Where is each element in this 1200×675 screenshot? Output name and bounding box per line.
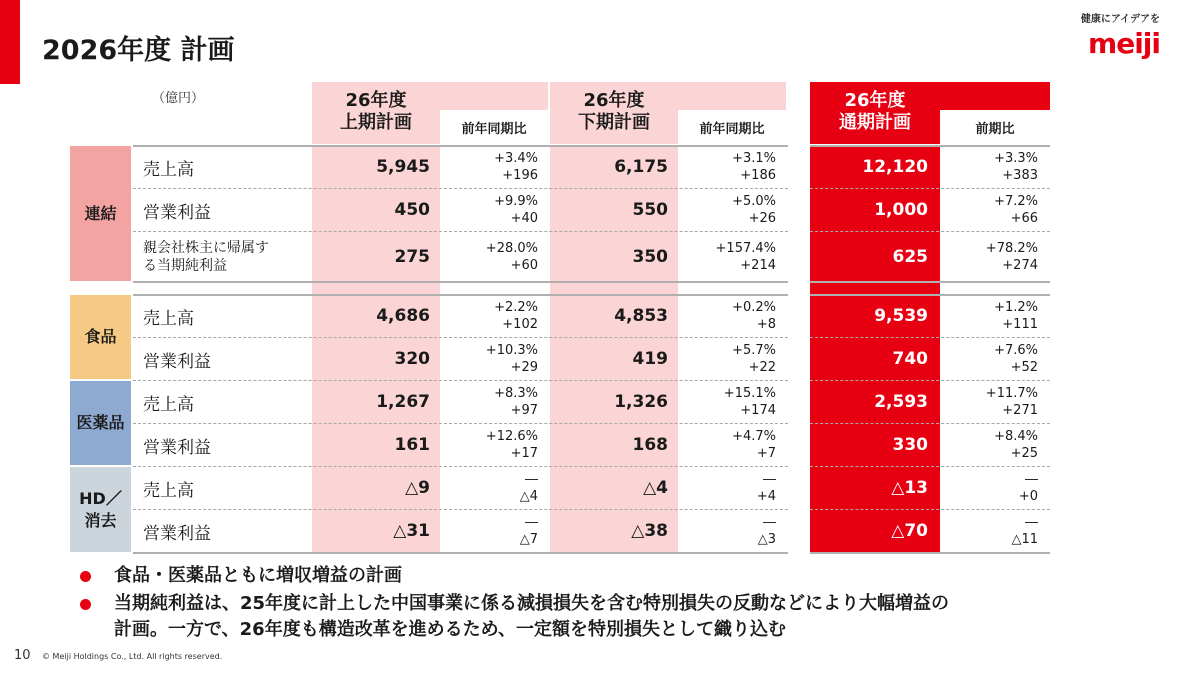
title-accent-bar [0, 0, 20, 84]
consolidated-bottom-rule-fy [810, 281, 1050, 283]
h1-value: 161 [394, 435, 430, 455]
h1-compare: ― △7 [519, 515, 538, 547]
row-label-net-sales: 売上高 [143, 480, 194, 501]
segment-hd-line1: HD／ [79, 488, 122, 508]
h1-compare: +12.6% +17 [485, 429, 538, 461]
row-label-operating-profit: 営業利益 [143, 437, 211, 458]
row-label-net-sales: 売上高 [143, 159, 194, 180]
h2-compare: ― △3 [757, 515, 776, 547]
h2-compare: +5.7% +22 [732, 343, 776, 375]
bullet-item: 食品・医薬品ともに増収増益の計画 [80, 563, 1170, 589]
h1-compare: ― △4 [519, 472, 538, 504]
fy-compare: +7.2% +66 [994, 194, 1038, 226]
fy-value: 2,593 [874, 392, 928, 412]
row-label-operating-profit: 営業利益 [143, 523, 211, 544]
row-label-operating-profit: 営業利益 [143, 351, 211, 372]
fy-header-line1: 26年度 [844, 90, 906, 111]
fy-compare: +78.2% +274 [985, 240, 1038, 273]
h1-compare: +2.2% +102 [494, 300, 538, 332]
logo-tagline: 健康にアイデアを [1080, 14, 1160, 25]
summary-bullets [80, 563, 1170, 645]
h1-header-line2: 上期計画 [340, 112, 412, 133]
h1-value: 1,267 [376, 392, 430, 412]
segment-pharma: 医薬品 [70, 381, 131, 465]
fy-compare-header: 前期比 [940, 110, 1050, 144]
row-label-net-sales: 売上高 [143, 394, 194, 415]
page-title: 2026年度 計画 [42, 35, 235, 66]
h2-compare: +15.1% +174 [723, 386, 776, 418]
h1-compare: +3.4% +196 [494, 151, 538, 183]
row-label-net-income: 親会社株主に帰属す る当期純利益 [143, 239, 269, 274]
h2-compare: +0.2% +8 [732, 300, 776, 332]
h1-value: △31 [393, 521, 430, 541]
h2-header-line2: 下期計画 [578, 112, 650, 133]
fy-compare: +7.6% +52 [994, 343, 1038, 375]
fy-value: 9,539 [874, 306, 928, 326]
segment-hd-elimination [70, 467, 131, 552]
h2-value: 1,326 [614, 392, 668, 412]
h2-compare: +3.1% +186 [732, 151, 776, 183]
h2-compare: +5.0% +26 [732, 194, 776, 226]
h2-compare: +157.4% +214 [715, 240, 776, 273]
fy-value: 1,000 [874, 200, 928, 220]
fy-compare: ― △11 [1011, 515, 1038, 547]
h2-value: 168 [632, 435, 668, 455]
h2-value: 4,853 [614, 306, 668, 326]
fy-compare: +11.7% +271 [985, 386, 1038, 418]
h2-compare: ― +4 [756, 472, 776, 504]
h1-header-line1: 26年度 [345, 90, 407, 111]
row-label-net-sales: 売上高 [143, 308, 194, 329]
page-number: 10 [14, 648, 31, 663]
bullet-item: 当期純利益は、25年度に計上した中国事業に係る減損損失を含む特別損失の反動などにより大幅増益の 計画。一方で、26年度も構造改革を進めるため、一定額を特別損失として織り込む [80, 591, 1170, 643]
fy-header-line2: 通期計画 [839, 112, 911, 133]
copyright: © Meiji Holdings Co., Ltd. All rights reserved. [42, 652, 223, 661]
fy-compare: +3.3% +383 [994, 151, 1038, 183]
h1-compare: +8.3% +97 [494, 386, 538, 418]
fy-value: 12,120 [862, 157, 928, 177]
h2-header [550, 82, 786, 144]
h1-compare-header: 前年同期比 [440, 110, 548, 144]
fy-value: △70 [891, 521, 928, 541]
h1-compare: +10.3% +29 [485, 343, 538, 375]
h1-value: △9 [405, 478, 430, 498]
h2-value: 350 [632, 246, 668, 267]
table-bottom-rule-fy [810, 552, 1050, 554]
table-bottom-rule [133, 552, 788, 554]
fy-compare: ― +0 [1018, 472, 1038, 504]
h1-value: 275 [394, 246, 430, 267]
h1-header [312, 82, 548, 144]
fy-value: 625 [892, 246, 928, 267]
fy-compare: +1.2% +111 [994, 300, 1038, 332]
segment-hd-line2: 消去 [84, 510, 117, 530]
h2-compare-header: 前年同期比 [678, 110, 786, 144]
h2-value: 419 [632, 349, 668, 369]
h1-value: 320 [394, 349, 430, 369]
fy-compare: +8.4% +25 [994, 429, 1038, 461]
h2-value: 6,175 [614, 157, 668, 177]
consolidated-bottom-rule [133, 281, 788, 283]
segment-food: 食品 [70, 295, 131, 379]
h1-value: 450 [394, 200, 430, 220]
bullet-dot-icon [80, 599, 91, 610]
unit-label: （億円） [152, 91, 205, 106]
h2-value: △38 [631, 521, 668, 541]
fy-value: 740 [892, 349, 928, 369]
h1-value: 4,686 [376, 306, 430, 326]
fy-header [810, 82, 1050, 144]
segment-consolidated: 連結 [70, 146, 131, 281]
row-label-operating-profit: 営業利益 [143, 202, 211, 223]
h2-compare: +4.7% +7 [732, 429, 776, 461]
h2-value: 550 [632, 200, 668, 220]
logo-wordmark: meiji [1088, 27, 1160, 60]
meiji-logo [1050, 10, 1160, 60]
h1-value: 5,945 [376, 157, 430, 177]
fy-value: △13 [891, 478, 928, 498]
h1-compare: +28.0% +60 [485, 240, 538, 273]
h2-header-line1: 26年度 [583, 90, 645, 111]
fy-value: 330 [892, 435, 928, 455]
h2-value: △4 [643, 478, 668, 498]
bullet-dot-icon [80, 571, 91, 582]
h1-compare: +9.9% +40 [494, 194, 538, 226]
